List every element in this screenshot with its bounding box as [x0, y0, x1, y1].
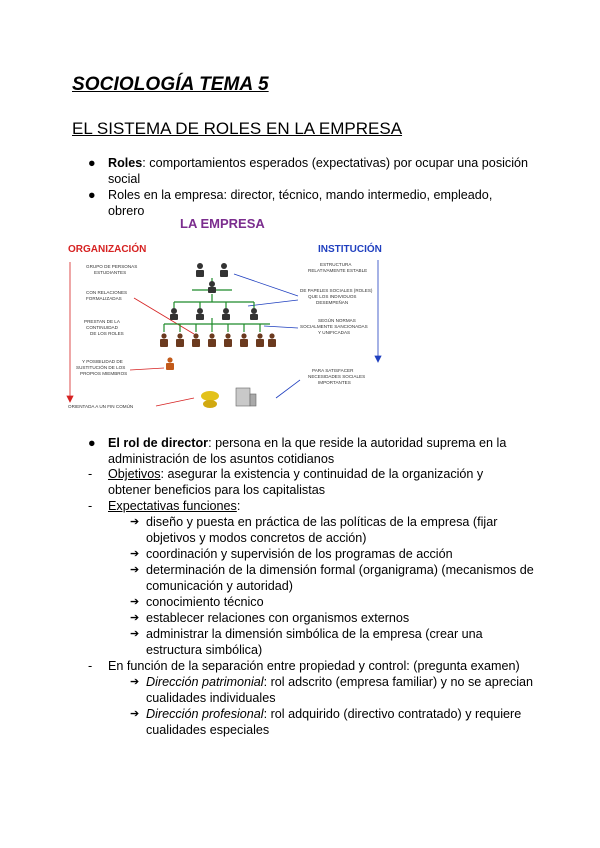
- bullet-marker: ●: [88, 156, 96, 170]
- right-label: DE PAPELES SOCIALES (ROLES): [300, 288, 373, 293]
- right-label: DESEMPEÑAN: [316, 300, 349, 305]
- expectativa-text: conocimiento técnico: [146, 595, 264, 609]
- right-arrow: [234, 274, 298, 296]
- left-label: PROPIOS MIEMBROS: [80, 371, 128, 376]
- worker-icons: [160, 333, 276, 347]
- right-label: ESTRUCTURA: [320, 262, 352, 267]
- term-roles: Roles: [108, 156, 143, 170]
- director-definition: : persona en la que reside la autoridad suprema en la administración de los asuntos cotidianos: [108, 436, 507, 466]
- term-direccion-profesional: Dirección profesional: [146, 707, 264, 721]
- right-label: NECESIDADES SOCIALES: [308, 374, 366, 379]
- left-arrows: [67, 262, 194, 406]
- person-icon: [196, 263, 228, 277]
- right-label: RELATIVAMENTE ESTABLE: [308, 268, 368, 273]
- worker-icon: [166, 357, 174, 370]
- right-arrow: [248, 300, 298, 306]
- objetivos-label: Objetivos: [108, 467, 161, 481]
- right-label: QUE LOS INDIVIDUOS: [308, 294, 357, 299]
- direccion-profesional-text: : rol adquirido (directivo contratado) y requiere cualidades especiales: [146, 707, 522, 737]
- diagram-right-heading: INSTITUCIÓN: [318, 244, 382, 255]
- left-label: CON RELACIONES: [86, 290, 128, 295]
- arrow-marker: ➔: [130, 628, 140, 640]
- left-label: CONTINUIDAD: [86, 325, 118, 330]
- bullet-marker: ●: [88, 436, 96, 450]
- right-label: SEGÚN NORMAS: [318, 318, 356, 323]
- org-tree: [164, 278, 270, 332]
- expectativa-text: administrar la dimensión simbólica de la empresa (crear una estructura simbólica): [146, 627, 483, 657]
- right-label: PARA SATISFACER: [312, 368, 354, 373]
- right-arrow: [264, 326, 298, 328]
- dash-marker: -: [88, 499, 93, 513]
- direccion-patrimonial-text: : rol adscrito (empresa familiar) y no se aprecian cualidades individuales: [146, 675, 534, 705]
- expectativa-text: determinación de la dimensión formal (organigrama) (mecanismos de comunicación y autoridad): [146, 563, 534, 593]
- arrow-marker: ➔: [130, 676, 140, 688]
- left-labels: [68, 264, 137, 409]
- building-icon: [236, 388, 256, 406]
- arrow-marker: ➔: [130, 708, 140, 720]
- people-figures: [160, 263, 276, 408]
- section-heading: EL SISTEMA DE ROLES EN LA EMPRESA: [72, 119, 403, 138]
- dash-marker: -: [88, 659, 93, 673]
- left-label: SUSTITUCIÓN DE LOS: [76, 365, 126, 370]
- arrow-marker: ➔: [130, 564, 140, 576]
- arrow-marker: ➔: [130, 612, 140, 624]
- expectativa-text: diseño y puesta en práctica de las políticas de la empresa (fijar objetivos y modos concretos de acción): [146, 515, 498, 545]
- diagram-left-heading: ORGANIZACIÓN: [68, 244, 147, 255]
- arrow-marker: ➔: [130, 548, 140, 560]
- arrow-marker: ➔: [130, 596, 140, 608]
- expectativa-text: establecer relaciones con organismos externos: [146, 611, 410, 625]
- left-label: ORIENTADA A UN FIN COMÚN: [68, 404, 134, 409]
- left-arrow: [156, 398, 194, 406]
- expectativas-label: Expectativas funciones: [108, 499, 237, 513]
- person-icon: [170, 308, 258, 320]
- left-label: GRUPO DE PERSONAS: [86, 264, 138, 269]
- left-label: PRESTAN DE LA: [84, 319, 120, 324]
- term-direccion-patrimonial: Dirección patrimonial: [146, 675, 264, 689]
- expectativas-suffix: :: [236, 499, 241, 513]
- expectativa-text: coordinación y supervisión de los programas de acción: [146, 547, 453, 561]
- right-label: SOCIALMENTE SANCIONADAS: [300, 324, 368, 329]
- left-label: Y POSIBILIDAD DE: [82, 359, 123, 364]
- empresa-diagram: [64, 210, 404, 442]
- left-label: ESTUDIANTES: [94, 270, 127, 275]
- person-icon: [208, 281, 216, 293]
- money-icon: [201, 391, 219, 408]
- roles-definition: : comportamientos esperados (expectativas) por ocupar una posición social: [108, 156, 529, 186]
- right-label: Y UNIFICADAS: [318, 330, 351, 335]
- dash-marker: -: [88, 467, 93, 481]
- right-arrow: [276, 380, 300, 398]
- right-labels: [300, 262, 373, 385]
- roles-empresa-text: Roles en la empresa: director, técnico, mando intermedio, empleado, obrero: [108, 188, 493, 218]
- left-label: FORMALIZADAS: [86, 296, 122, 301]
- diagram-title: LA EMPRESA: [180, 216, 265, 231]
- arrow-marker: ➔: [130, 516, 140, 528]
- separacion-text: En función de la separación entre propiedad y control: (pregunta examen): [108, 659, 520, 673]
- term-director: El rol de director: [108, 436, 209, 450]
- page-title: SOCIOLOGÍA TEMA 5: [72, 74, 269, 95]
- left-vertical-arrowhead: [67, 396, 73, 402]
- right-vertical-arrowhead: [375, 356, 381, 362]
- right-label: IMPORTANTES: [318, 380, 351, 385]
- bullet-marker: ●: [88, 188, 96, 202]
- left-label: DE LOS ROLES: [90, 331, 124, 336]
- objetivos-text: : asegurar la existencia y continuidad de la organización y obtener beneficios para los capitalistas: [108, 467, 484, 497]
- left-arrow: [130, 368, 164, 370]
